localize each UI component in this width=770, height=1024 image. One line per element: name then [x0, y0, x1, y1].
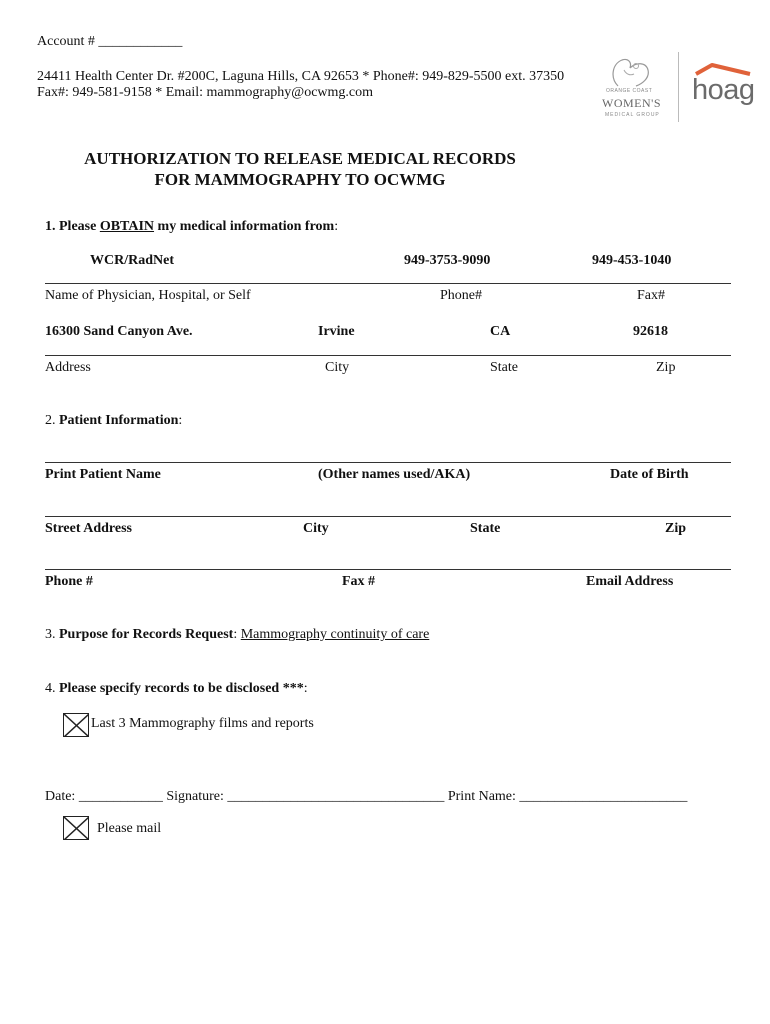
section1-heading — [45, 219, 338, 235]
state-label: State — [490, 360, 518, 375]
account-number: Account # ____________ — [37, 34, 183, 49]
phone-value[interactable]: 949-3753-9090 — [404, 253, 491, 268]
section2-prefix: 2. — [45, 413, 59, 428]
women-logo-sub: MEDICAL GROUP — [605, 112, 660, 118]
address-label: Address — [45, 360, 91, 375]
please-mail-checkbox[interactable] — [63, 816, 89, 840]
patient-zip-label: Zip — [665, 521, 687, 536]
email-label: Email Address — [586, 574, 674, 589]
phone-label: Phone# — [440, 288, 482, 303]
aka-label: (Other names used/AKA) — [318, 467, 471, 482]
patient-city-label: City — [303, 521, 329, 536]
form-title-line1: AUTHORIZATION TO RELEASE MEDICAL RECORDS — [84, 149, 516, 168]
hoag-logo — [690, 62, 758, 112]
patient-name-line[interactable] — [45, 462, 731, 463]
section1-prefix: 1. Please — [45, 219, 100, 234]
checked-x-icon — [64, 714, 89, 737]
street-address-line[interactable] — [45, 516, 731, 517]
patient-phone-label: Phone # — [45, 574, 93, 589]
section1-obtain: OBTAIN — [99, 219, 155, 234]
patient-fax-label: Fax # — [342, 574, 376, 589]
checked-x-icon — [64, 817, 89, 840]
section4-prefix: 4. — [45, 681, 59, 696]
section1-colon: : — [334, 219, 339, 234]
dob-label: Date of Birth — [610, 467, 689, 482]
section1-suffix: my medical information from — [154, 219, 335, 234]
section4-heading — [45, 681, 308, 697]
street-label: Street Address — [45, 521, 132, 536]
section4-colon: : — [303, 681, 308, 696]
phone-line[interactable] — [45, 569, 731, 570]
physician-value[interactable]: WCR/RadNet — [90, 253, 174, 268]
hoag-wordmark: hoag — [692, 74, 755, 106]
zip-label: Zip — [656, 360, 676, 375]
address-underline — [45, 355, 731, 356]
purpose-value: Mammography continuity of care — [240, 627, 430, 642]
physician-underline — [45, 283, 731, 284]
physician-label: Name of Physician, Hospital, or Self — [45, 288, 251, 303]
section3-colon: : — [233, 627, 241, 642]
section3-prefix: 3. — [45, 627, 59, 642]
state-value[interactable]: CA — [490, 324, 511, 339]
women-logo-name: WOMEN'S — [602, 96, 661, 110]
city-value[interactable]: Irvine — [318, 324, 355, 339]
fax-label: Fax# — [637, 288, 665, 303]
section2-heading — [45, 413, 182, 429]
clinic-address: 24411 Health Center Dr. #200C, Laguna Hills, CA 92653 * Phone#: 949-829-5500 ext. 37350 — [37, 69, 565, 84]
section4-title: Please specify records to be disclosed *** — [59, 681, 304, 696]
city-label: City — [325, 360, 350, 375]
patient-state-label: State — [470, 521, 501, 536]
form-title-line2: FOR MAMMOGRAPHY TO OCWMG — [154, 170, 446, 189]
logo-divider — [678, 52, 679, 122]
zip-value[interactable]: 92618 — [633, 324, 668, 339]
womens-medical-group-logo — [596, 52, 668, 122]
section2-title: Patient Information — [59, 413, 179, 428]
clinic-contact: Fax#: 949-581-9158 * Email: mammography@ocwmg.com — [37, 85, 374, 100]
women-figure-icon — [596, 52, 668, 92]
fax-value[interactable]: 949-453-1040 — [592, 253, 672, 268]
signature-line[interactable]: Date: ____________ Signature: _______________________________ Print Name: ________________________ — [45, 789, 688, 804]
women-logo-top: ORANGE COAST — [606, 88, 653, 94]
section2-colon: : — [178, 413, 183, 428]
please-mail-label: Please mail — [97, 821, 162, 836]
address-value[interactable]: 16300 Sand Canyon Ave. — [45, 324, 193, 339]
print-name-label: Print Patient Name — [45, 467, 161, 482]
section3-heading — [45, 627, 429, 643]
records-option-checkbox[interactable] — [63, 713, 89, 737]
records-option-label: Last 3 Mammography films and reports — [91, 716, 314, 731]
section3-title: Purpose for Records Request — [59, 627, 234, 642]
